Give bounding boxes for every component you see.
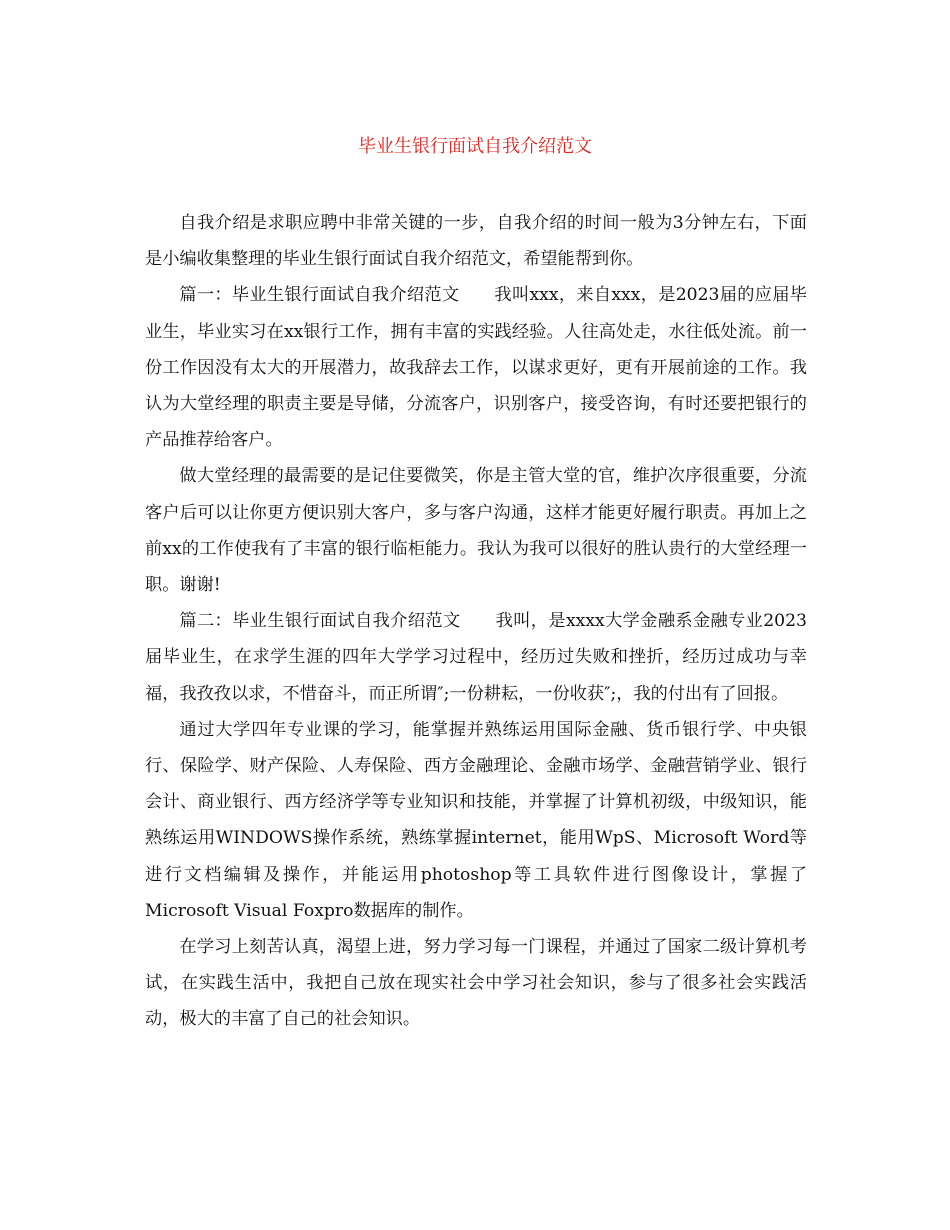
paragraph-sample-one: 篇一：毕业生银行面试自我介绍范文 我叫xxx，来自xxx，是2023届的应届毕业生，毕业实习在xx银行工作，拥有丰富的实践经验。人往高处走，水往低处流。前一份工作因没有太大的开展潜力，故我辞去工作，以谋求更好，更有开展前途的工作。我认为大堂经理的职责主要是导储，分流客户，识别客户，接受咨询，有时还要把银行的产品推荐给客户。 [145,285,807,451]
paragraph-sample-two: 篇二：毕业生银行面试自我介绍范文 我叫，是xxxx大学金融系金融专业2023届毕业生，在求学生涯的四年大学学习过程中，经历过失败和挫折，经历过成功与幸福，我孜孜以求，不惜奋斗，而正所谓″;一份耕耘，一份收获″;，我的付出有了回报。 [145,611,807,704]
document-body [145,205,807,1038]
paragraph-study-practice: 在学习上刻苦认真，渴望上进，努力学习每一门课程，并通过了国家二级计算机考试，在实践生活中，我把自己放在现实社会中学习社会知识，参与了很多社会实践活动，极大的丰富了自己的社会知识。 [145,937,807,1030]
paragraph-intro: 自我介绍是求职应聘中非常关键的一步，自我介绍的时间一般为3分钟左右，下面是小编收集整理的毕业生银行面试自我介绍范文，希望能帮到你。 [145,213,807,270]
document-title: 毕业生银行面试自我介绍范文 [358,136,592,157]
paragraph-courses: 通过大学四年专业课的学习，能掌握并熟练运用国际金融、货币银行学、中央银行、保险学、财产保险、人寿保险、西方金融理论、金融市场学、金融营销学业、银行会计、商业银行、西方经济学等专业知识和技能，并掌握了计算机初级，中级知识，能熟练运用WINDOWS操作系统，熟练掌握internet，能用WpS、Microsoft Word等进行文档编辑及操作，并能运用photoshop等工具软件进行图像设计，掌握了Microsoft Visual Foxpro数据库的制作。 [145,719,807,921]
paragraph-lobby-manager: 做大堂经理的最需要的是记住要微笑，你是主管大堂的官，维护次序很重要，分流客户后可以让你更方便识别大客户，多与客户沟通，这样才能更好履行职责。再加上之前xx的工作使我有了丰富的银行临柜能力。我认为我可以很好的胜认贵行的大堂经理一职。谢谢! [145,466,807,596]
